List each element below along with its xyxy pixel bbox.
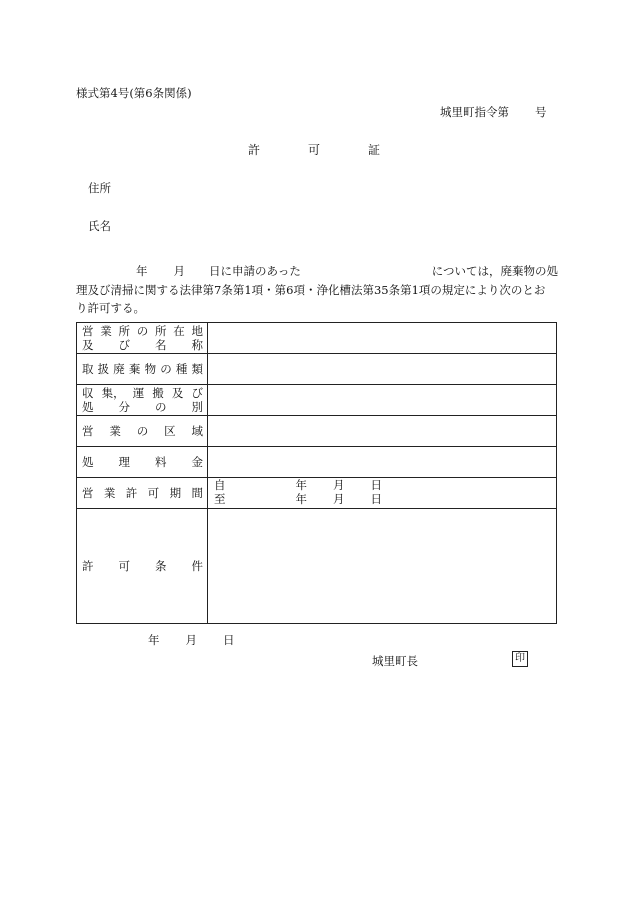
row-label-char: 廃 [113, 362, 125, 376]
row-label-char: 取 [82, 362, 94, 376]
row-label [77, 478, 208, 509]
row-label-line [82, 455, 203, 469]
row-label-char: 類 [191, 362, 203, 376]
row-label-char: 扱 [97, 362, 110, 376]
row-label-char: 許 [125, 486, 138, 500]
row-label-char: 運 [132, 386, 145, 400]
period-month: 月 [333, 492, 345, 506]
row-label [77, 323, 208, 354]
row-label-line [82, 386, 203, 400]
row-label-char: の [136, 324, 149, 338]
row-value[interactable] [208, 478, 557, 509]
row-label-line [82, 338, 203, 352]
row-label-char: 期 [169, 486, 182, 500]
row-label-char: 金 [191, 455, 203, 469]
row-label-line [82, 424, 203, 438]
period-day: 日 [370, 492, 382, 506]
row-label [77, 385, 208, 416]
row-label-char: 料 [155, 455, 167, 469]
issue-month: 月 [185, 633, 197, 647]
row-label-char: 可 [118, 559, 130, 573]
row-value[interactable] [208, 416, 557, 447]
row-label-char: の [155, 400, 167, 414]
row-label-char: 収 [82, 386, 94, 400]
period-month: 月 [333, 478, 345, 492]
table-row [77, 447, 557, 478]
row-label-char: 区 [164, 424, 176, 438]
row-label-char: 所 [155, 324, 167, 338]
permit-number-prefix: 城里町指令第 [440, 105, 509, 119]
row-label-char: 分 [118, 400, 130, 414]
row-label-char: 及 [171, 386, 184, 400]
issue-date [148, 632, 235, 648]
table-row [77, 354, 557, 385]
title-char-1: 許 [248, 143, 261, 157]
period-from [208, 478, 556, 492]
row-label [77, 354, 208, 385]
permit-number-suffix: 号 [535, 105, 547, 119]
period-to [208, 492, 556, 506]
table-row [77, 478, 557, 509]
row-label-line [82, 559, 203, 573]
row-label-char: 地 [191, 324, 203, 338]
row-label-char: 搬 [152, 386, 164, 400]
table-row [77, 385, 557, 416]
row-label-char: の [136, 424, 149, 438]
applied-year: 年 [136, 264, 148, 278]
period-year: 年 [295, 478, 307, 492]
row-label-char: 営 [82, 324, 94, 338]
table-row [77, 416, 557, 447]
row-label-char: 業 [100, 324, 112, 338]
row-label [77, 447, 208, 478]
row-label-char: 種 [175, 362, 188, 376]
applied-month: 月 [173, 264, 185, 278]
row-label-char: 営 [82, 424, 94, 438]
row-label [77, 509, 208, 624]
row-label-char: 許 [82, 559, 94, 573]
row-label-char: 所 [118, 324, 130, 338]
row-label-char: 称 [191, 338, 203, 352]
row-label-char: 理 [118, 455, 130, 469]
document-title [248, 141, 380, 158]
row-label-line [82, 400, 203, 414]
table-row [77, 509, 557, 624]
seal-mark: 印 [512, 651, 528, 667]
row-label-line [82, 486, 203, 500]
permit-number [440, 104, 547, 120]
body-about: については，廃棄物の処 [431, 264, 558, 278]
row-label-char: の [160, 362, 172, 376]
period-prefix: 至 [214, 492, 226, 506]
row-value[interactable] [208, 447, 557, 478]
row-label-char: び [191, 386, 203, 400]
name-label: 氏名 [88, 219, 111, 233]
row-label-line [82, 362, 203, 376]
row-label-char: 処 [82, 455, 94, 469]
row-label-char: 処 [82, 400, 94, 414]
table-row [77, 323, 557, 354]
title-char-2: 可 [308, 143, 321, 157]
form-number: 様式第4号(第6条関係) [76, 86, 192, 100]
body-line-2: 理及び清掃に関する法律第7条第1項・第6項・浄化槽法第35条第1項の規定により次のとお [76, 282, 546, 297]
issue-year: 年 [148, 633, 160, 647]
row-label-char: び [118, 338, 130, 352]
row-label-char: 業 [103, 486, 116, 500]
address-label: 住所 [88, 181, 111, 195]
issue-day: 日 [223, 633, 235, 647]
row-label-char: 間 [191, 486, 203, 500]
row-label-line [82, 324, 203, 338]
row-label-char: 及 [82, 338, 94, 352]
row-label-char: 物 [144, 362, 157, 376]
row-label-char: 在 [173, 324, 185, 338]
row-value[interactable] [208, 323, 557, 354]
permit-table [76, 322, 557, 624]
applied-day: 日に申請のあった [209, 264, 301, 278]
row-label-char: 集， [101, 386, 125, 400]
row-value[interactable] [208, 385, 557, 416]
row-label [77, 416, 208, 447]
row-label-char: 棄 [128, 362, 141, 376]
row-label-char: 営 [82, 486, 94, 500]
mayor-title: 城里町長 [372, 654, 418, 668]
body-text [76, 262, 558, 318]
row-label-char: 別 [191, 400, 203, 414]
body-line-3: り許可する。 [76, 301, 145, 315]
row-label-char: 名 [155, 338, 167, 352]
row-label-char: 域 [191, 424, 203, 438]
period-day: 日 [370, 478, 382, 492]
row-label-char: 条 [155, 559, 167, 573]
period-year: 年 [295, 492, 307, 506]
row-value[interactable] [208, 509, 557, 624]
title-char-3: 証 [368, 143, 381, 157]
row-label-char: 件 [191, 559, 203, 573]
body-line-1 [76, 262, 558, 281]
row-label-char: 業 [109, 424, 121, 438]
period-prefix: 自 [214, 478, 226, 492]
row-value[interactable] [208, 354, 557, 385]
row-label-char: 可 [147, 486, 160, 500]
